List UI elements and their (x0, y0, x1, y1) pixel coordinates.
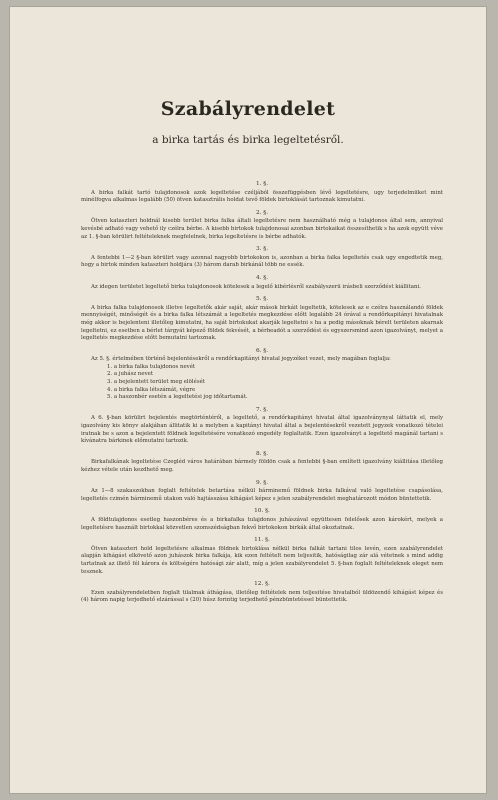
document-page (9, 6, 487, 794)
section-number: 7. §. (255, 406, 269, 413)
list-item: 5. a haszonbér esetén a legeltetési jog időtartamát. (107, 394, 248, 401)
section-text: Ezen szabályrendeletben foglalt tilalmak áthágása, illetőleg feltételek nem teljesitése hivatalból üldözendő kihágást képez és (4) három napig terjedhető elzárással s (20) húsz forintig terjedhető pénzbüntetéssel büntettetik. (81, 589, 443, 604)
section-text: Ötven kataszteri hold legeltetésre alkalmas földnek birtoklása nélkül birka falkát tartani tilos levén, ezen szabályrendelet alapján kihágást elkövető azon juhászok birka falkája, kik ezen feltételt nem teljesitik, hatóságilag zár alá vétetnek s mind addig tartatnak az illető fél károra és költségére hatósági zár alatt, míg a jelen szabályrendelet 5. §-ban foglalt feltételeknek eleget nem tesznek. (81, 545, 443, 575)
list-item: 2. a juhász nevet (107, 371, 153, 378)
section-text: A 6. §-ban körülirt bejelentés megtörténtéről, a legeltető, a rendőrkapitányi hivatal által igazolványnyal láttatik el, mely igazolvány kis könyv alakjában állitatik ki a melyben a kapitányi hivatal által a bejelentésekről vezetett jegyzek vonatkozó tételei iratnak be s azon a bejelentett földnek legeltetésére vonatkozó engedély foglaltatik. Ezen igazolványt a legeltető magánál tartani s kívánatra bárkinek előmutatni tartozik. (81, 415, 443, 445)
section-text: Ötven kataszteri holdnál kisebb terület birka falka általi legeltetésre nem használható még a tulajdonos által sem, annyival kevésbé adható vagy vehető ily czélra bérbe. A kisebb birtokok tulajdonosai azonban birtokaikat összesíthetik s ha azok együtt véve az 1. §-ban körülirt feltételeknek megfelelnek, birka legeltetésre is bérbe adhatók. (81, 218, 443, 240)
list-item: 3. a bejelentett terület meg elölését (107, 379, 205, 386)
section-number: 2. §. (255, 209, 269, 216)
registration-list (81, 364, 443, 402)
section-text: Az idegen területet legeltető birka tulajdonosok kötelesek a legelő kibérlésről szabályszerü irásbeli szerződést kiállitani. (91, 283, 421, 290)
section-text: Birkafalkának legeltetése Czegléd város határában bármely földön csak a fentebbi §-ban említett igazolvány kiállitása illetőleg kézhez vétele után kezdhető meg. (81, 459, 443, 473)
section-number: 11. §. (254, 537, 270, 544)
section-text: Az 5. §. értelmében történő bejelentésekről a rendőrkapitányi hivatal jegyzéket vezet, mely magában foglalja: (91, 356, 391, 363)
section-number: 5. §. (255, 296, 269, 303)
list-item: 4. a birka falka létszámát, végre (107, 386, 196, 393)
section-number: 12. §. (254, 581, 270, 588)
section-number: 4. §. (255, 274, 269, 281)
document-body (81, 176, 443, 605)
section-text: A fentebbi 1—2 §-ban körülirt vagy azonnal nagyobb birtokokon is, azonban a birka falka legeltetés csak ugy engedtetik meg, hogy a birtok minden kataszteri holdjára (3) három darab birkánál több ne essék. (81, 254, 443, 269)
section-text: A földtulajdonos esetleg haszonbéres és a birkafalka tulajdonos juhászával együttesen felelősek azon károkért, melyek a legeltetésre használt birtokkal közvetlen szomszédságban fekvő birtokokon birkák által okoztatnak. (81, 516, 443, 531)
section-number: 10. §. (254, 508, 270, 515)
section-text: Az 1—8 szakaszokban foglalt feltételek betartása nélkül bárminemű földnek birka falkával való legeltetése csapásolása, legeltetés czimén bárminemű utakon való hajtásszása kihágást képez s jelen szabályrendelet meghatározott módon büntettetik. (81, 488, 443, 502)
section-number: 3. §. (255, 246, 269, 253)
section-text: A birka falka tulajdonosok illetve legeltetők akár saját, akár mások birkáit legeltetik, kötelesek az e czélra használandó földek mennyiségét, minőségét és a birka falka létszámát a legeltetés megkezdése előtt legalább 24 órával a rendőrkapitányi hivatalnak még akkor is bejelenteni illetőleg kimutatni, ha saját birtokukat akarják legeltetni s ha a pedig másoknak bérelt területen akarnak legeltetni, ez esetben a bérlet tárgyát képező földek fekvését, a bérbeadót a szerződést és egyszersmind azon igazolványt, melyet a legeltetés megkezdése előtt bemutatni tartoznak. (81, 304, 443, 342)
section-text: A birka falkát tartó tulajdonosok azok legeltetése czéljából összefüggésben lévő legeltetésre, ugy terjedelmüket mint minélfogva alkalmas legalább (50) ötven katasztrális holdat tevő földek birtoklását tartoznak kimutatni. (81, 189, 443, 204)
section-number: 1. §. (255, 181, 269, 187)
section-number: 8. §. (255, 450, 269, 457)
section-number: 9. §. (255, 479, 269, 486)
document-subtitle: a birka tartás és birka legeltetésről. (152, 134, 344, 146)
section-number: 6. §. (255, 347, 269, 354)
document-title: Szabályrendelet (160, 98, 336, 120)
list-item: 1. a birka falka tulajdonos nevét (107, 363, 196, 370)
